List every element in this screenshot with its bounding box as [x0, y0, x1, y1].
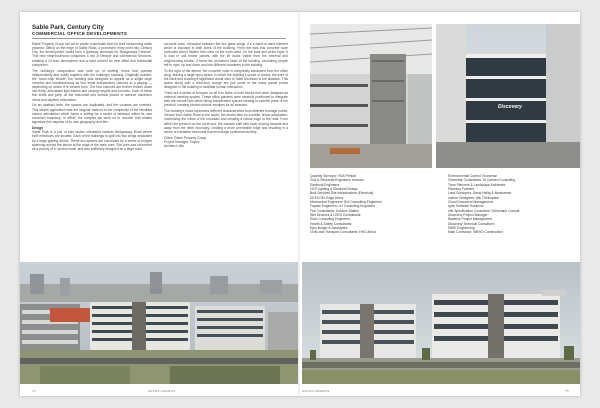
credit-line: Electrical Engineers:: [310, 182, 341, 187]
credits-column-1: [310, 174, 442, 235]
title-divider: [32, 38, 286, 39]
paragraph: To the right of the atrium, the concrete cube is completely separated from the office wing, leaving a large open atrium in which the building's sense of arrival, the front of the back and creating a significant visual view of Table Mountain in the distance. This space along with a third-floor lounge are just some of the many pause points designed in the building to facilitate human interaction.: [164, 68, 288, 90]
footer-label-right: SAPOA AWARDS: [302, 389, 330, 393]
credit-line: Ejen-Burger & Associates: [310, 226, 348, 231]
credit-line: DESCOM; Edge Africa: [310, 195, 344, 200]
article-column-1: [32, 42, 152, 153]
credit-line: Environmental Control: Ecosense: [448, 174, 497, 178]
paragraph: The building's mass expresses different characteristics from different frontage points. Viewed from Sable Road to the south, the blocks take on a subtle, linear articulation, maximising the views of the mountain and creating a robust edge to the road. From within the precinct on the north end, the masses shift with each moving towards and away from the other boundary, creating a more permeable edge and resulting in a series of habitable forecourts that encourage pedestrian activity.: [164, 109, 288, 134]
credit-line: Fire Consultants: Solution Station: [310, 208, 359, 213]
architect-line: Architect: dhk: [164, 143, 184, 148]
credit-line: Greenstar Consultants: SI Carmen Consulting: [448, 178, 516, 183]
page-subtitle: COMMERCIAL OFFICE DEVELOPMENTS: [32, 31, 127, 36]
page-number-right: 75: [565, 389, 569, 393]
credit-line: Ignis Software Solutions: [448, 204, 484, 209]
credit-line: Wet Services & LEED Consultants:: [310, 213, 362, 218]
project-manager-line: Project Manager: Capex: [164, 139, 200, 144]
aerial-photo: [20, 262, 298, 384]
credit-line: Cloud Document Management:: [448, 200, 494, 205]
credits-column-2: [448, 174, 580, 235]
design-heading: Design: [32, 125, 43, 130]
paragraph: There are a series of terraces on all four sides of both blocks that were designed as external meeting spaces. These office gardens were carefully positioned to integrate with the overall form while being independent spaces relating to specific parts of the precinct, creating pivotal outdoor escapes for all seasons.: [164, 90, 288, 108]
building-signage-photo: [436, 24, 580, 168]
credit-line: Discovery Project Manager:: [448, 213, 489, 218]
page-number-left: 74: [32, 389, 36, 393]
credit-line: Civil & Structural Engineers: Aurecon: [310, 178, 365, 183]
credit-line: dhk Specification Consultant: Schumann Consult: [448, 208, 520, 213]
footer-label-left: SAPOA AWARDS: [148, 389, 176, 393]
paragraph: Sable Park is a pair of twin blocks orientated towards Bridgeways Road where both entrances are located. Each of the buildings is split into two wings separated by a large glazing atrium. These two spaces are connected by a series of bridges spanning across the atrium at the edge of the main core. The core was conceived as a parody of a 'service kiosk' and was artificially designed as a large solid: [32, 130, 152, 151]
credit-line: Civils and Transport Consultants: HHO Africa: [310, 230, 376, 235]
magazine-spread: [20, 12, 580, 396]
paragraph: The building's composition was built up of shifting forms that operate independently and subtly together with the building's massing. Originally dubbed, the 'moon-ship shuttle', the building was designed to appear as a single large complex and simultaneously as four small independent volumes in a playing — depending on where it is viewed from. The four volumes are further broken down into thinly, articulated light frames and varying heights and volumes. Each of these thin shifts and jump on the horizontal and vertical planes to achieve maximum views and daytime articulation.: [32, 68, 152, 102]
credit-line: Baseline Project Management: [448, 217, 492, 222]
paragraph: concrete cube, shrouded between the two glass wings. It's a hand-in-hand element which is exposed in both sides of the building. From the east this concrete cube protrudes and is hidden from view on the north-west. On the front and at the foyer, it is clad in oak timber panels, with the lift doors visible from the external and neighbouring blocks. It forms the prominent heart of the building, circulating people left to right, up and down and into different chambers in the building.: [164, 42, 288, 67]
credit-line: CEP Lighting & Electrical Design: [310, 187, 358, 192]
paragraph: Rabie Property Group set out to create a landmark face for their blossoming sable precinct. Sitting on the edge of Sable Road, a prominent entry point into Century City, the development would form a gateway landmark for 'Bridgeways Precinct'. This new neighbourhood comprises a mix of lifestyle and commercial functions, creating a 24-hour atmosphere and a solid context for new office and residential complexes.: [32, 42, 152, 67]
credit-line: Land Surveyors: David Hellig & Abrahamse: [448, 191, 512, 196]
credit-line: MWK Engineering: [448, 226, 475, 231]
credit-line: Façade Engineers: LH Consulting Engineers: [310, 204, 376, 209]
client-line: Client: Rabie Property Group: [164, 135, 207, 140]
credit-line: Town Planners & Landscape Architects:: [448, 182, 506, 187]
credit-line: Planning Partners: [448, 187, 475, 192]
credit-line: Interior Designers: dhk Thinkspace: [448, 195, 499, 200]
paragraph: On an abstract level, the spaces are duplicated, and the volumes are inverted. This simple application was the singular method to the complexity of the resultant interior articulation which forms a setting for a series of tableaux within its own mountain backdrop. In effect, the complex we went on to uncover that relates signature fine aspects of its own geography and film.: [32, 103, 152, 124]
article-column-2: [164, 42, 288, 148]
credit-line: Health & Safety Consultants:: [310, 221, 353, 226]
credit-line: Discovery Technical Consultant:: [448, 221, 495, 226]
atrium-photo: [310, 24, 432, 168]
credit-line: Mechanical Engineers: BVi Consulting Engineers: [310, 200, 382, 205]
page-title: Sable Park, Century City: [32, 24, 104, 31]
credit-line: Bulk Services Site Infrastructure (Electrical):: [310, 191, 375, 196]
building-exterior-photo: [302, 262, 580, 384]
credit-line: Quantity Surveyor: RLB Pentad: [310, 174, 356, 178]
discovery-signage: Discovery: [498, 104, 522, 110]
credit-line: Ekon Consulting Engineers: [310, 217, 350, 222]
credit-line: Main Contractor: WBHO Construction: [448, 230, 503, 235]
